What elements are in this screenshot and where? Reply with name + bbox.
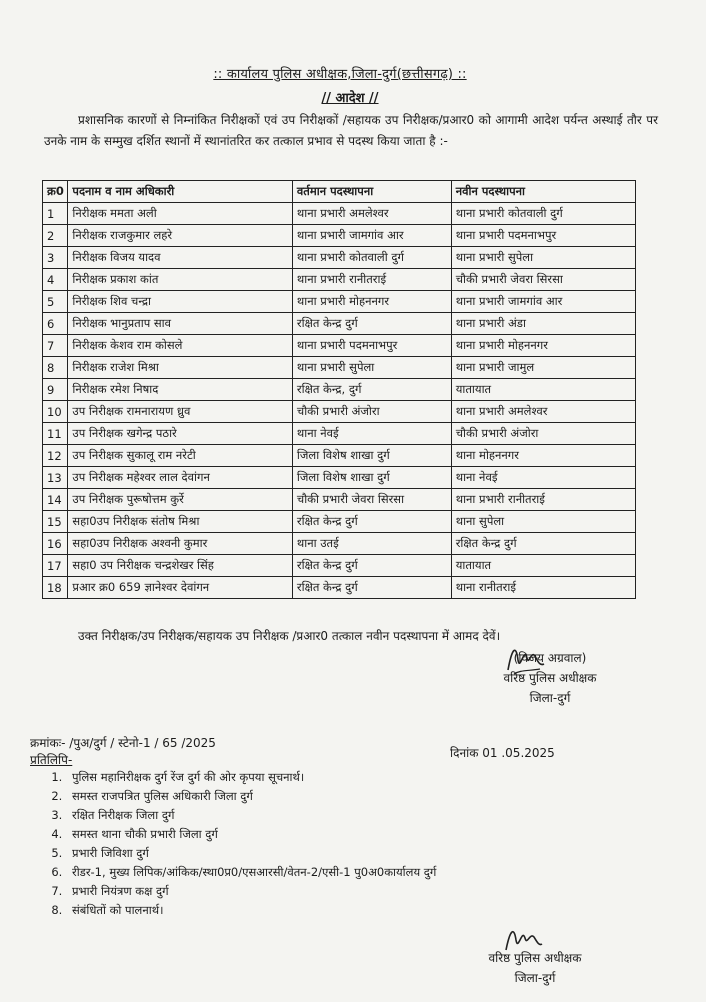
officer-cell: सहा0उप निरीक्षक अश्वनी कुमार [68, 533, 292, 555]
signatory2-district: जिला-दुर्ग [514, 971, 556, 985]
list-item: 5. प्रभारी जिविशा दुर्ग [66, 844, 436, 863]
officer-cell: निरीक्षक रमेश निषाद [68, 379, 292, 401]
table-row [43, 357, 636, 379]
signatory-designation: वरिष्ठ पुलिस अधीक्षक [503, 671, 597, 685]
current-posting-cell: थाना प्रभारी पदमनाभपुर [292, 335, 451, 357]
serial-cell: 15 [43, 511, 68, 533]
current-posting-cell: थाना नेवई [292, 423, 451, 445]
signatory-block-2 [460, 948, 610, 988]
serial-cell: 9 [43, 379, 68, 401]
new-posting-cell: रक्षित केन्द्र दुर्ग [451, 533, 635, 555]
serial-cell: 14 [43, 489, 68, 511]
signatory-block [470, 648, 630, 708]
table-row [43, 379, 636, 401]
current-posting-cell: रक्षित केन्द्र दुर्ग [292, 577, 451, 599]
list-item: 3. रक्षित निरीक्षक जिला दुर्ग [66, 806, 436, 825]
table-row [43, 555, 636, 577]
signatory-name: (विजय अग्रवाल) [513, 651, 587, 665]
new-posting-cell: थाना नेवई [451, 467, 635, 489]
current-posting-cell: थाना उतई [292, 533, 451, 555]
copy-list [32, 768, 436, 920]
current-posting-cell: रक्षित केन्द्र, दुर्ग [292, 379, 451, 401]
new-posting-cell: चौकी प्रभारी जेवरा सिरसा [451, 269, 635, 291]
serial-cell: 3 [43, 247, 68, 269]
table-row [43, 313, 636, 335]
new-posting-cell: थाना प्रभारी सुपेला [451, 247, 635, 269]
order-heading: // आदेश // [321, 91, 379, 106]
officer-cell: निरीक्षक ममता अली [68, 203, 292, 225]
current-posting-cell: रक्षित केन्द्र दुर्ग [292, 511, 451, 533]
serial-cell: 2 [43, 225, 68, 247]
officer-cell: निरीक्षक केशव राम कोसले [68, 335, 292, 357]
order-date: दिनांक 01 .05.2025 [450, 746, 555, 760]
officer-cell: सहा0 उप निरीक्षक चन्द्रशेखर सिंह [68, 555, 292, 577]
signatory2-designation: वरिष्ठ पुलिस अधीक्षक [488, 951, 582, 965]
list-item: 1. पुलिस महानिरीक्षक दुर्ग रेंज दुर्ग की ओर कृपया सूचनार्थ। [66, 768, 436, 787]
col-current-posting-header: वर्तमान पदस्थापना [292, 181, 451, 203]
new-posting-cell: थाना रानीतराई [451, 577, 635, 599]
copy-heading: प्रतिलिपि- [30, 753, 73, 767]
reference-number: क्रमांकः- /पुअ/दुर्ग / स्टेनो-1 / 65 /2025 [30, 736, 216, 750]
table-body [43, 203, 636, 599]
table-row [43, 335, 636, 357]
new-posting-cell: थाना प्रभारी रानीतराई [451, 489, 635, 511]
officer-cell: निरीक्षक राजेश मिश्रा [68, 357, 292, 379]
col-officer-header: पदनाम व नाम अधिकारी [68, 181, 292, 203]
serial-cell: 12 [43, 445, 68, 467]
new-posting-cell: थाना प्रभारी जामुल [451, 357, 635, 379]
new-posting-cell: थाना प्रभारी मोहननगर [451, 335, 635, 357]
current-posting-cell: रक्षित केन्द्र दुर्ग [292, 313, 451, 335]
list-item: 7. प्रभारी नियंत्रण कक्ष दुर्ग [66, 882, 436, 901]
new-posting-cell: यातायात [451, 379, 635, 401]
table-row [43, 401, 636, 423]
col-new-posting-header: नवीन पदस्थापना [451, 181, 635, 203]
new-posting-cell: यातायात [451, 555, 635, 577]
serial-cell: 8 [43, 357, 68, 379]
current-posting-cell: रक्षित केन्द्र दुर्ग [292, 555, 451, 577]
table-row [43, 269, 636, 291]
table-row [43, 467, 636, 489]
list-item: 2. समस्त राजपत्रित पुलिस अधिकारी जिला दुर्ग [66, 787, 436, 806]
table-row [43, 511, 636, 533]
serial-cell: 1 [43, 203, 68, 225]
table-row [43, 445, 636, 467]
new-posting-cell: थाना प्रभारी अंडा [451, 313, 635, 335]
table-row [43, 203, 636, 225]
table-row [43, 225, 636, 247]
new-posting-cell: थाना सुपेला [451, 511, 635, 533]
current-posting-cell: चौकी प्रभारी जेवरा सिरसा [292, 489, 451, 511]
officer-cell: उप निरीक्षक महेश्वर लाल देवांगन [68, 467, 292, 489]
serial-cell: 18 [43, 577, 68, 599]
office-title: :: कार्यालय पुलिस अधीक्षक,जिला-दुर्ग(छत्तीसगढ़) :: [213, 67, 467, 82]
officer-cell: निरीक्षक भानुप्रताप साव [68, 313, 292, 335]
serial-cell: 16 [43, 533, 68, 555]
officer-cell: उप निरीक्षक सुकालू राम नरेटी [68, 445, 292, 467]
current-posting-cell: थाना प्रभारी सुपेला [292, 357, 451, 379]
officer-cell: उप निरीक्षक पुरूषोत्तम कुर्रे [68, 489, 292, 511]
table-header-row [43, 181, 636, 203]
current-posting-cell: थाना प्रभारी मोहननगर [292, 291, 451, 313]
transfer-table [42, 180, 636, 599]
table-row [43, 577, 636, 599]
new-posting-cell: चौकी प्रभारी अंजोरा [451, 423, 635, 445]
serial-cell: 10 [43, 401, 68, 423]
serial-cell: 5 [43, 291, 68, 313]
serial-cell: 4 [43, 269, 68, 291]
current-posting-cell: थाना प्रभारी जामगांव आर [292, 225, 451, 247]
current-posting-cell: थाना प्रभारी रानीतराई [292, 269, 451, 291]
officer-cell: निरीक्षक राजकुमार लहरे [68, 225, 292, 247]
table-row [43, 489, 636, 511]
officer-cell: निरीक्षक प्रकाश कांत [68, 269, 292, 291]
serial-cell: 17 [43, 555, 68, 577]
officer-cell: सहा0उप निरीक्षक संतोष मिश्रा [68, 511, 292, 533]
serial-cell: 7 [43, 335, 68, 357]
new-posting-cell: थाना प्रभारी जामगांव आर [451, 291, 635, 313]
closing-note: उक्त निरीक्षक/उप निरीक्षक/सहायक उप निरीक्षक /प्रआर0 तत्काल नवीन पदस्थापना में आमद देवें। [78, 629, 501, 643]
officer-cell: उप निरीक्षक रामनारायण ध्रुव [68, 401, 292, 423]
current-posting-cell: थाना प्रभारी अमलेश्वर [292, 203, 451, 225]
serial-cell: 6 [43, 313, 68, 335]
new-posting-cell: थाना मोहननगर [451, 445, 635, 467]
col-serial-header: क्र0 [43, 181, 68, 203]
list-item: 4. समस्त थाना चौकी प्रभारी जिला दुर्ग [66, 825, 436, 844]
signatory-district: जिला-दुर्ग [529, 691, 571, 705]
list-item: 8. संबंधितों को पालनार्थ। [66, 901, 436, 920]
table-row [43, 423, 636, 445]
table-row [43, 247, 636, 269]
table-row [43, 291, 636, 313]
officer-cell: निरीक्षक विजय यादव [68, 247, 292, 269]
serial-cell: 11 [43, 423, 68, 445]
officer-cell: प्रआर क्र0 659 ज्ञानेश्वर देवांगन [68, 577, 292, 599]
officer-cell: उप निरीक्षक खगेन्द्र पठारे [68, 423, 292, 445]
new-posting-cell: थाना प्रभारी पदमनाभपुर [451, 225, 635, 247]
list-item: 6. रीडर-1, मुख्य लिपिक/आंकिक/स्था0प्र0/एसआरसी/वेतन-2/एसी-1 पु0अ0कार्यालय दुर्ग [66, 863, 436, 882]
current-posting-cell: जिला विशेष शाखा दुर्ग [292, 445, 451, 467]
serial-cell: 13 [43, 467, 68, 489]
new-posting-cell: थाना प्रभारी अमलेश्वर [451, 401, 635, 423]
current-posting-cell: थाना प्रभारी कोतवाली दुर्ग [292, 247, 451, 269]
table-row [43, 533, 636, 555]
current-posting-cell: चौकी प्रभारी अंजोरा [292, 401, 451, 423]
current-posting-cell: जिला विशेष शाखा दुर्ग [292, 467, 451, 489]
officer-cell: निरीक्षक शिव चन्द्रा [68, 291, 292, 313]
new-posting-cell: थाना प्रभारी कोतवाली दुर्ग [451, 203, 635, 225]
intro-paragraph: प्रशासनिक कारणों से निम्नांकित निरीक्षकों एवं उप निरीक्षकों /सहायक उप निरीक्षक/प्रआर0 को आगामी आदेश पर्यन्त अस्थाई तौर पर उनके नाम के सम्मुख दर्शित स्थानों में स्थानांतरित कर तत्काल प्रभाव से पदस्थ किया जाता है :- [44, 113, 658, 148]
